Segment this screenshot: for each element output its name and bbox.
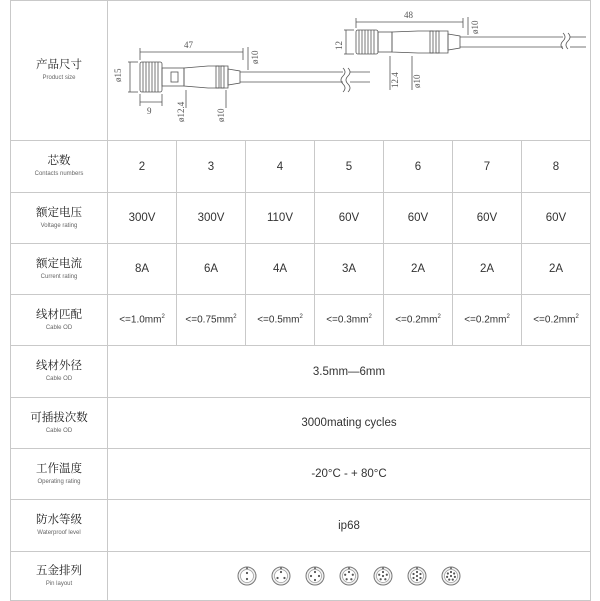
label-en: Cable OD [45, 324, 73, 331]
right-thread-dim: 12 [334, 40, 344, 50]
right-body-dia: 12.4 [390, 71, 400, 88]
cell-contacts: 8 [522, 141, 591, 193]
cell-contacts: 2 [108, 141, 177, 193]
row-pin-layout [11, 552, 591, 601]
right-cable-dia: ø10 [412, 74, 422, 88]
unit-sup: 2 [437, 314, 441, 321]
label-cable-od [11, 346, 108, 398]
left-head-dia: ø15 [113, 68, 123, 82]
cell-contacts: 7 [453, 141, 522, 193]
dimension-drawing [108, 2, 590, 140]
label-cable-match [11, 295, 108, 346]
row-waterproof [11, 500, 591, 552]
label-en: Contacts numbers [34, 171, 84, 177]
label-zh: 工作温度 [36, 462, 82, 475]
cell-current: 4A [246, 244, 315, 295]
pin-layout-4-icon [305, 566, 325, 586]
left-tail-dia: ø10 [250, 50, 260, 64]
label-zh: 额定电流 [36, 257, 82, 270]
cell-current: 2A [522, 244, 591, 295]
label-zh: 线材外径 [36, 360, 82, 372]
label-zh: 可插拔次数 [30, 411, 88, 424]
cable-match-value: <=0.2mm [464, 314, 507, 326]
left-body-dia: ø12.4 [176, 101, 186, 122]
right-length: 48 [404, 9, 413, 20]
cell-current: 2A [453, 244, 522, 295]
cell-contacts: 4 [246, 141, 315, 193]
cell-cable-match [246, 295, 315, 346]
row-product-size [11, 1, 591, 141]
label-product-size [11, 1, 108, 141]
cell-cable-od: 3.5mm—6mm [108, 346, 591, 398]
pin-layout-6-icon [373, 566, 393, 586]
cell-voltage: 300V [177, 193, 246, 244]
row-current [11, 244, 591, 295]
right-body [392, 31, 448, 53]
row-contacts [11, 141, 591, 193]
label-zh: 防水等级 [36, 514, 82, 526]
label-pin-layout [11, 552, 108, 601]
dimension-drawing-cell [108, 1, 591, 141]
left-collar [162, 68, 184, 86]
left-length: 47 [184, 39, 193, 50]
cell-current: 2A [384, 244, 453, 295]
label-zh: 额定电压 [36, 206, 82, 219]
label-waterproof [11, 500, 108, 552]
right-tail-dia: ø10 [470, 20, 480, 34]
cell-voltage: 110V [246, 193, 315, 244]
label-temperature [11, 449, 108, 500]
label-mating [11, 398, 108, 449]
label-zh: 芯数 [47, 155, 71, 167]
pin-layout-icons [108, 566, 590, 586]
label-en: Current rating [40, 273, 78, 280]
cell-cable-match [522, 295, 591, 346]
label-en: Product size [42, 75, 76, 81]
label-en: Operating rating [37, 478, 81, 485]
cell-voltage: 60V [315, 193, 384, 244]
cell-voltage: 300V [108, 193, 177, 244]
row-mating [11, 398, 591, 449]
cell-temperature: -20°C - + 80°C [108, 449, 591, 500]
left-nut-len: 9 [147, 105, 152, 116]
label-en: Voltage rating [40, 222, 78, 229]
cell-current: 6A [177, 244, 246, 295]
spec-sheet [10, 0, 590, 600]
unit-sup: 2 [233, 314, 237, 321]
label-en: Waterproof level [37, 530, 81, 536]
pin-layout-3-icon [271, 566, 291, 586]
label-en: Pin layout [45, 580, 73, 587]
cable-match-value: <=0.3mm [326, 314, 369, 326]
cable-match-value: <=0.75mm [185, 314, 234, 326]
cell-current: 3A [315, 244, 384, 295]
row-voltage [11, 193, 591, 244]
label-zh: 五金排列 [36, 564, 82, 577]
label-en: Cable OD [45, 427, 73, 434]
cell-cable-match [108, 295, 177, 346]
cell-voltage: 60V [384, 193, 453, 244]
unit-sup: 2 [506, 314, 510, 321]
unit-sup: 2 [161, 314, 165, 321]
cell-voltage: 60V [522, 193, 591, 244]
cable-match-value: <=1.0mm [119, 314, 162, 326]
cell-voltage: 60V [453, 193, 522, 244]
label-zh: 产品尺寸 [36, 59, 82, 71]
cell-cable-match [315, 295, 384, 346]
cell-contacts: 5 [315, 141, 384, 193]
pin-layout-8-icon [441, 566, 461, 586]
pin-layout-7-icon [407, 566, 427, 586]
unit-sup: 2 [575, 314, 579, 321]
cable-match-value: <=0.2mm [395, 314, 438, 326]
label-en: Cable OD [45, 376, 73, 382]
cell-contacts: 6 [384, 141, 453, 193]
row-temperature [11, 449, 591, 500]
pin-layout-2-icon [237, 566, 257, 586]
cell-cable-match [453, 295, 522, 346]
spec-table [10, 0, 591, 601]
row-cable-od [11, 346, 591, 398]
label-voltage [11, 193, 108, 244]
cell-current: 8A [108, 244, 177, 295]
cell-pin-layout [108, 552, 591, 601]
label-zh: 线材匹配 [36, 308, 82, 321]
unit-sup: 2 [299, 314, 303, 321]
unit-sup: 2 [368, 314, 372, 321]
pin-layout-5-icon [339, 566, 359, 586]
cell-cable-match [177, 295, 246, 346]
cell-mating: 3000mating cycles [108, 398, 591, 449]
row-cable-match [11, 295, 591, 346]
cable-match-value: <=0.2mm [533, 314, 576, 326]
cell-waterproof: ip68 [108, 500, 591, 552]
cell-contacts: 3 [177, 141, 246, 193]
left-cable-dia: ø10 [216, 108, 226, 122]
cell-cable-match [384, 295, 453, 346]
cable-match-value: <=0.5mm [257, 314, 300, 326]
label-current [11, 244, 108, 295]
label-contacts [11, 141, 108, 193]
